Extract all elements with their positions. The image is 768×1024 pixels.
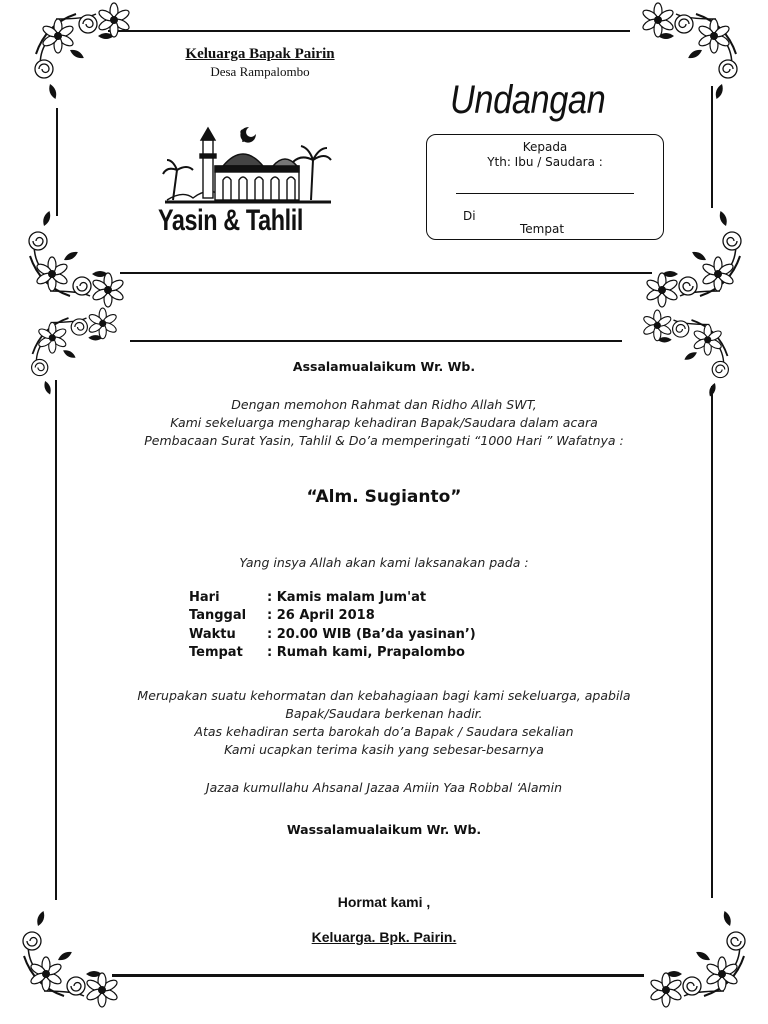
detail-value-tanggal: : 26 April 2018 — [267, 608, 375, 623]
opening-line-2: Kami sekeluarga mengharap kehadiran Bapak/Saudara dalam acara — [170, 415, 598, 430]
detail-label-tempat: Tempat — [189, 645, 243, 660]
flower-ornament-icon — [36, 14, 146, 114]
opening-line-3: Pembacaan Surat Yasin, Tahlil & Do’a memperingati “1000 Hari ” Wafatnya : — [144, 433, 624, 448]
letter-frame-right — [711, 386, 713, 898]
body-line-2: Bapak/Saudara berkenan hadir. — [285, 706, 483, 721]
letter-frame-left — [55, 380, 57, 900]
address-name-line — [456, 193, 634, 194]
flower-ornament-icon — [30, 196, 140, 296]
flower-ornament-icon — [634, 896, 744, 996]
detail-value-tempat: : Rumah kami, Prapalombo — [267, 645, 465, 660]
detail-value-hari: : Kamis malam Jum'at — [267, 590, 427, 605]
village-name: Desa Rampalombo — [210, 64, 310, 79]
closing-greeting: Wassalamualaikum Wr. Wb. — [286, 822, 482, 837]
opening-line-1: Dengan memohon Rahmat dan Ridho Allah SWT, — [231, 397, 537, 412]
deceased-name: “Alm. Sugianto” — [306, 487, 462, 507]
letter-frame-bottom — [112, 974, 644, 977]
prayer-line: Jazaa kumullahu Ahsanal Jazaa Amiin Yaa Robbal ‘Alamin — [205, 780, 563, 795]
schedule-intro: Yang insya Allah akan kami laksanakan pada : — [239, 555, 529, 570]
flower-ornament-icon — [630, 196, 740, 296]
regards: Hormat kami , — [337, 894, 431, 910]
address-di: Di — [463, 209, 476, 223]
cover-frame-bottom — [120, 272, 652, 274]
mosque-illustration — [163, 120, 333, 205]
invitation-title: Undangan — [450, 78, 606, 122]
letter-frame-top — [130, 340, 622, 342]
signature: Keluarga. Bpk. Pairin. — [311, 929, 457, 945]
detail-value-waktu: : 20.00 WIB (Ba’da yasinan’) — [267, 627, 476, 642]
address-recipient: Yth: Ibu / Saudara : — [487, 155, 603, 169]
event-title: Yasin & Tahlil — [158, 204, 303, 237]
flower-ornament-icon — [626, 14, 736, 114]
detail-label-waktu: Waktu — [189, 627, 236, 642]
family-name: Keluarga Bapak Pairin — [185, 46, 335, 62]
flower-ornament-icon — [22, 318, 142, 408]
body-line-3: Atas kehadiran serta barokah do’a Bapak / Saudara sekalian — [194, 724, 574, 739]
detail-label-hari: Hari — [189, 590, 220, 605]
address-to: Kepada — [522, 140, 568, 154]
flower-ornament-icon — [618, 320, 738, 410]
body-line-1: Merupakan suatu kehormatan dan kebahagiaan bagi kami sekeluarga, apabila — [137, 688, 631, 703]
flower-ornament-icon — [24, 896, 134, 996]
detail-label-tanggal: Tanggal — [189, 608, 247, 623]
address-tempat: Tempat — [520, 222, 565, 236]
greeting: Assalamualaikum Wr. Wb. — [292, 359, 476, 374]
cover-frame-top — [108, 30, 630, 32]
body-line-4: Kami ucapkan terima kasih yang sebesar-besarnya — [224, 742, 544, 757]
